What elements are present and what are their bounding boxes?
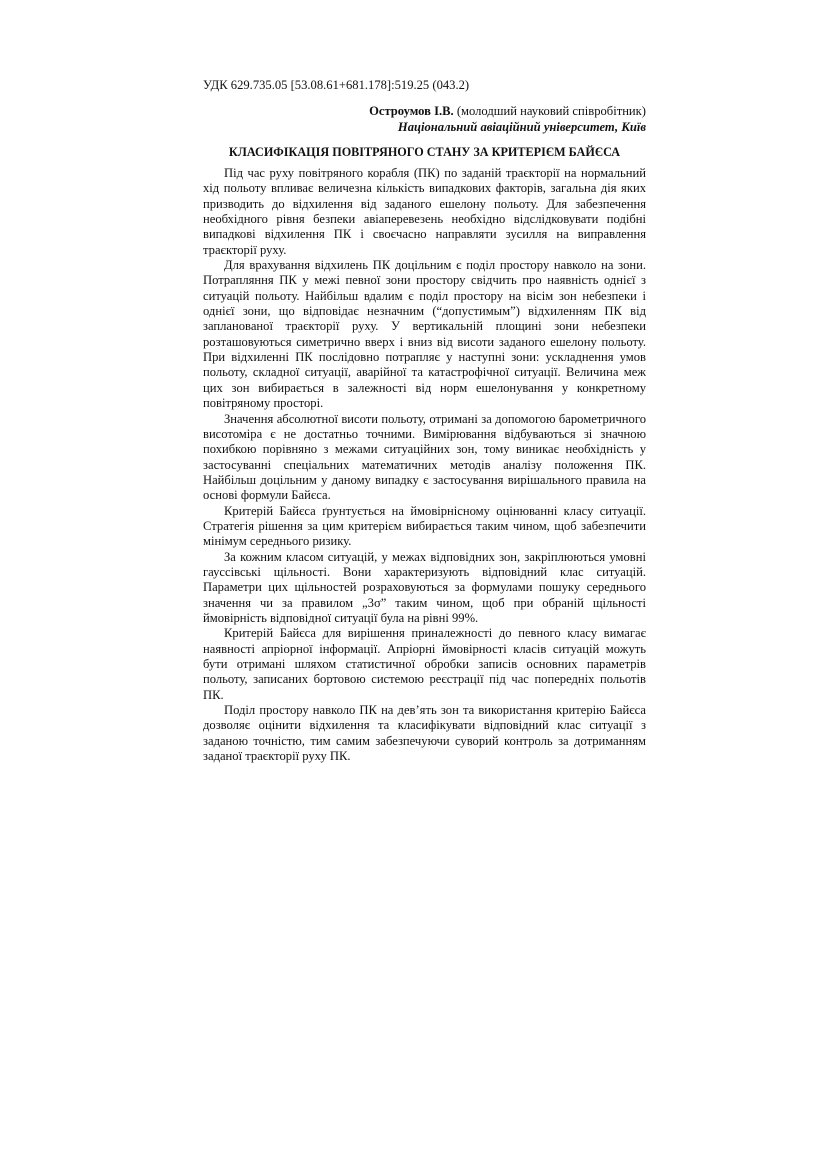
- paragraph: Значення абсолютної висоти польоту, отримані за допомогою барометричного висотоміра є не достатньо точними. Вимірювання відбуваються зі значною похибкою порівняно з межами ситуаційних зон, тому виникає необхідність у застосуванні спеціальних математичних методів аналізу положення ПК. Найбільш доцільним у даному випадку є застосування вирішального правила на основі формули Байєса.: [203, 411, 646, 503]
- document-body: [203, 166, 646, 764]
- document-title: КЛАСИФІКАЦІЯ ПОВІТРЯНОГО СТАНУ ЗА КРИТЕРІЄМ БАЙЄСА: [228, 145, 621, 159]
- paragraph: За кожним класом ситуацій, у межах відповідних зон, закріплюються умовні гауссівські щільності. Вони характеризують відповідний клас ситуацій. Параметри цих щільностей розраховуються за формулами пошуку середнього значення чи за правилом „3σ” таким чином, щоб при обраній щільності ймовірність відповідної ситуації була на рівні 99%.: [203, 549, 646, 625]
- author-block: [203, 104, 646, 135]
- author-line: [203, 104, 646, 120]
- paragraph: Для врахування відхилень ПК доцільним є поділ простору навколо на зони. Потрапляння ПК у межі певної зони простору свідчить про наявність однієї з ситуацій польоту. Найбільш вдалим є поділ простору на вісім зон небезпеки і однієї зони, що відповідає незначним (“допустимым”) відхиленням ПК від запланованої траєкторії руху. У вертикальній площині зони небезпеки розташовуються симетрично вверх і вниз від висоти заданого ешелону польоту. При відхиленні ПК послідовно потрапляє у наступні зони: ускладнення умов польоту, складної ситуації, аварійної та катастрофічної ситуації. Величина меж цих зон вибирається в залежності від норм ешелонування у конкретному повітряному просторі.: [203, 258, 646, 411]
- affiliation: Національний авіаційний університет, Київ: [397, 119, 646, 134]
- author-role: (молодший науковий співробітник): [453, 104, 646, 118]
- udc-code: УДК 629.735.05 [53.08.61+681.178]:519.25 (043.2): [203, 78, 470, 92]
- paragraph: Поділ простору навколо ПК на дев’ять зон та використання критерію Байєса дозволяє оцінити відхилення та класифікувати відповідний клас ситуації з заданою точністю, тим самим забезпечуючи суворий контроль за дотриманням заданої траєкторії руху ПК.: [203, 703, 646, 764]
- paragraph: Під час руху повітряного корабля (ПК) по заданій траєкторії на нормальний хід польоту впливає величезна кількість випадкових факторів, загальна дія яких призводить до відхилення від заданого ешелону польоту. Для забезпечення необхідного рівня безпеки авіаперевезень необхідно відслідковувати подібні випадкові відхилення ПК і своєчасно направляти зусилля на виправлення траєкторії руху.: [203, 166, 646, 257]
- paragraph: Критерій Байєса ґрунтується на ймовірнісному оцінюванні класу ситуації. Стратегія рішення за цим критерієм вибирається таким чином, щоб забезпечити мінімум середнього ризику.: [203, 503, 646, 549]
- paragraph: Критерій Байєса для вирішення приналежності до певного класу вимагає наявності апріорної інформації. Апріорні ймовірності класів ситуацій можуть бути отримані шляхом статистичної обробки записів основних параметрів польоту, записаних бортовою системою реєстрації під час попередніх польотів ПК.: [203, 626, 646, 702]
- author-name: Остроумов І.В.: [369, 104, 454, 118]
